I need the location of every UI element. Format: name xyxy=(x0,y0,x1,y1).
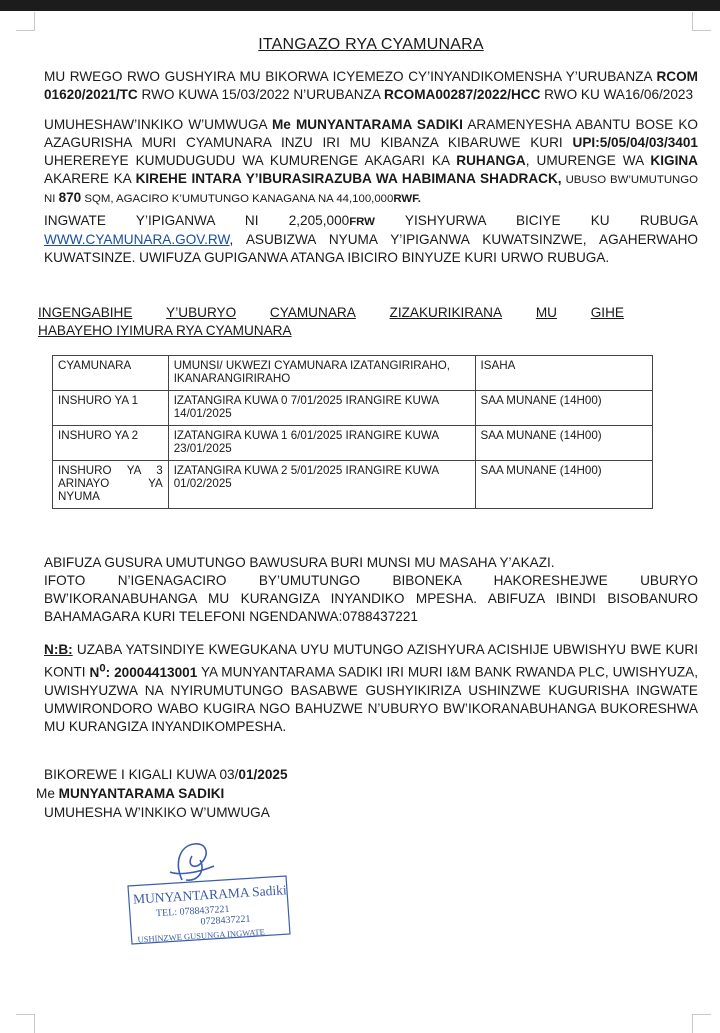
text: N xyxy=(89,664,100,680)
text: IFOTO N’IGENAGACIRO BY’UMUTUNGO BIBONEKA HAKORESHEJWE UBURYO BW’IKORANABUHANGA MU KURANGIZA INYANDIKO MPESHA. ABIFUZA IBINDI BISOBANURO BAHAMAGARA KURI TELEFONI NGENDANWA: xyxy=(44,573,698,624)
paragraph-deposit xyxy=(44,212,698,267)
crop-mark-top-right xyxy=(692,12,711,31)
table-cell: SAA MUNANE (14H00) xyxy=(475,461,652,509)
signoff-block xyxy=(36,765,288,822)
signatory-role: UMUHESHA W’INKIKO W’UMWUGA xyxy=(44,805,270,820)
crop-mark-top-left xyxy=(16,12,35,31)
table-header: ISAHA xyxy=(475,356,652,391)
text: RWO KU WA16/06/2023 xyxy=(540,87,694,102)
table-cell: INSHURO YA 1 xyxy=(53,391,169,426)
heading-word: Y’UBURYO xyxy=(166,305,237,320)
text: RWO KUWA 15/03/2022 N’URUBANZA xyxy=(137,87,384,102)
note-label: N:B: xyxy=(44,642,73,657)
document-title: ITANGAZO RYA CYAMUNARA xyxy=(258,36,484,53)
case-number-1: RCOM 01620/2021/TC xyxy=(44,69,698,102)
cell-name: RUHANGA xyxy=(456,153,526,168)
paragraph-court-ruling xyxy=(44,68,698,104)
crop-mark-bottom-right xyxy=(692,1014,711,1033)
heading-word: ZIZAKURIKIRANA xyxy=(389,305,503,320)
paragraph-note xyxy=(44,641,698,736)
account-number: : 20004413001 xyxy=(105,664,198,680)
currency: FRW xyxy=(349,216,375,228)
signature-scribble xyxy=(170,844,214,880)
place-date xyxy=(44,765,288,784)
text: YA MUNYANTARAMA SADIKI IRI MURI I&M BANK RWANDA PLC, UWISHYUZA, UWISHYUZWA NA NYIRUMUTUNGO BASABWE GUSHYIKIRIZA USHINZWE KUGURISHA INGWATE UMWIRONDORO WABO KUGIRA NGO BAHUZWE N’UBURYO BW’IKORANABUHANGA BUKORESHWA MU KURANGIZA INYANDIKOMPESHA. xyxy=(44,664,698,734)
table-cell: SAA MUNANE (14H00) xyxy=(475,391,652,426)
heading-line-2: HABAYEHO IYIMURA RYA CYAMUNARA xyxy=(38,323,292,338)
table-cell: INSHURO YA 3 ARINAYO YA NYUMA xyxy=(53,461,169,509)
heading-word: INGENGABIHE xyxy=(38,305,133,320)
crop-mark-bottom-left xyxy=(16,1014,35,1033)
date: 01/2025 xyxy=(238,767,288,782)
phone-number: 0788437221 xyxy=(342,609,418,624)
auction-website-link[interactable]: WWW.CYAMUNARA.GOV.RW xyxy=(44,232,230,247)
top-bar xyxy=(0,0,720,11)
table-row xyxy=(53,461,653,509)
lower-body xyxy=(44,554,698,751)
text: ABIFUZA GUSURA UMUTUNGO BAWUSURA BURI MUNSI MU MASAHA Y’AKAZI. xyxy=(44,555,555,570)
bailiff-name: Me MUNYANTARAMA SADIKI xyxy=(271,117,463,132)
upi-number: UPI:5/05/04/03/3401 xyxy=(572,135,698,150)
text: BIKOREWE I KIGALI KUWA 03/ xyxy=(44,767,239,782)
name: MUNYANTARAMA SADIKI xyxy=(58,786,225,801)
table-cell: IZATANGIRA KUWA 0 7/01/2025 IRANGIRE KUWA 14/01/2025 xyxy=(168,391,475,426)
table-cell: SAA MUNANE (14H00) xyxy=(475,426,652,461)
table-cell: IZATANGIRA KUWA 1 6/01/2025 IRANGIRE KUWA 23/01/2025 xyxy=(168,426,475,461)
text: AKARERE KA xyxy=(44,171,136,186)
text: UBUSO BW’UMUTUNGO NI xyxy=(44,174,699,205)
table-header: UMUNSI/ UKWEZI CYAMUNARA IZATANGIRIRAHO, IKANARANGIRIRAHO xyxy=(168,356,475,391)
heading-word: MU xyxy=(535,305,557,320)
heading-word: CYAMUNARA xyxy=(269,305,356,320)
stamp-role: USHINZWE GUSUNGA INGWATE xyxy=(137,926,266,945)
stamp-tel-2: 0728437221 xyxy=(200,913,251,928)
property-value: SQM, AGACIRO K’UMUTUNGO KANAGANA NA 44,100,000 xyxy=(81,193,394,205)
table-header: CYAMUNARA xyxy=(53,356,169,391)
text: Me xyxy=(36,786,59,801)
auction-schedule-table xyxy=(52,355,653,509)
table-cell: IZATANGIRA KUWA 2 5/01/2025 IRANGIRE KUWA 01/02/2025 xyxy=(168,461,475,509)
stamp-name: MUNYANTARAMA Sadiki xyxy=(132,882,288,907)
text: MU RWEGO RWO GUSHYIRA MU BIKORWA ICYEMEZO CY’INYANDIKOMENSHA Y’URUBANZA xyxy=(44,69,657,84)
table-cell: INSHURO YA 2 xyxy=(53,426,169,461)
text: ARAMENYESHA ABANTU BOSE KO AZAGURISHA MURI CYAMUNARA INZU IRI MU KIBANZA KIBARUWE KURI xyxy=(44,117,698,150)
sector-name: KIGINA xyxy=(650,153,698,168)
text: , UMURENGE WA xyxy=(525,153,651,168)
text: 0 xyxy=(99,662,106,674)
text: UZABA YATSINDIYE KWEGUKANA UYU MUTUNGO AZISHYURA ACISHIJE UBWISHYU BWE KURI KONTI xyxy=(44,642,698,680)
signatory-name xyxy=(36,784,280,803)
table-row xyxy=(53,426,653,461)
currency: RWF. xyxy=(393,193,421,205)
text: UHEREREYE KUMUDUGUDU WA KUMURENGE AKAGARI KA xyxy=(44,153,457,168)
text: YISHYURWA BICIYE KU RUBUGA xyxy=(374,213,698,228)
schedule-heading xyxy=(38,304,624,340)
case-number-2: RCOMA00287/2022/HCC xyxy=(384,87,541,102)
district-owner: KIREHE INTARA Y’IBURASIRAZUBA WA HABIMANA SHADRACK, xyxy=(135,171,562,186)
heading-word: GIHE xyxy=(590,305,624,320)
text: UMUHESHAW’INKIKO W’UMWUGA xyxy=(44,117,272,132)
document-body xyxy=(44,34,698,279)
text: INGWATE Y’IPIGANWA NI 2,205,000 xyxy=(44,213,350,228)
signature-stamp xyxy=(110,832,300,950)
text: , ASUBIZWA NYUMA Y’IPIGANWA KUWATSINZWE, AGAHERWAHO KUWATSINZE. UWIFUZA GUPIGANWA ATANGA IBICIRO BINYUZE KURI URWO RUBUGA. xyxy=(44,232,698,265)
stamp-tel-1: TEL: 0788437221 xyxy=(155,903,230,920)
table-row xyxy=(53,391,653,426)
area-value: 870 xyxy=(58,190,82,205)
account-label xyxy=(89,662,198,680)
table-header-row xyxy=(53,356,653,391)
paragraph-property xyxy=(44,116,698,208)
paragraph-visits xyxy=(44,554,698,626)
